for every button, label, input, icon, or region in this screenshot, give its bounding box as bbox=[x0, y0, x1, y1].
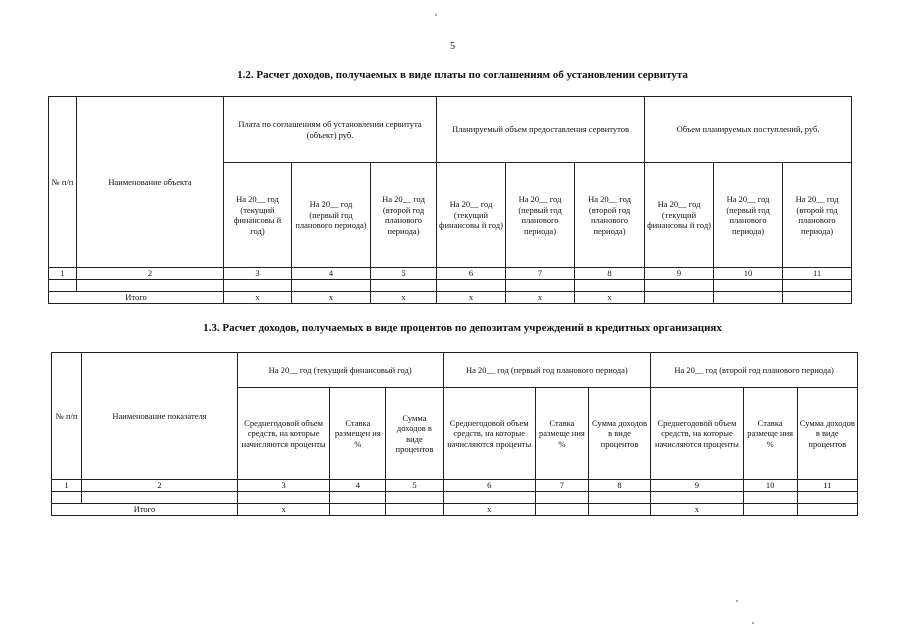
total-cell: x bbox=[651, 504, 743, 516]
column-number: 2 bbox=[77, 268, 224, 280]
scan-speck bbox=[435, 14, 437, 16]
header-group-payment: Плата по соглашениям об установлении сервитута (объект) руб. bbox=[224, 97, 437, 163]
header-group-first-plan-year: На 20__ год (первый год планового периода) bbox=[443, 353, 651, 388]
column-number: 1 bbox=[49, 268, 77, 280]
total-cell: x bbox=[575, 292, 645, 304]
total-cell bbox=[783, 292, 852, 304]
page-number: 5 bbox=[450, 41, 455, 52]
total-cell: x bbox=[371, 292, 437, 304]
header-sub: Среднегодовой объем средств, на которые начисляются проценты bbox=[651, 388, 743, 480]
column-number: 7 bbox=[535, 480, 588, 492]
column-number: 10 bbox=[714, 268, 783, 280]
header-group-current-year: На 20__ год (текущий финансовый год) bbox=[237, 353, 443, 388]
total-row bbox=[49, 292, 852, 304]
section-title-1-3: 1.3. Расчет доходов, получаемых в виде процентов по депозитам учреждений в кредитных организациях bbox=[203, 322, 722, 334]
header-sub: Ставка размещен ия % bbox=[330, 388, 386, 480]
header-sub: Ставка размеще ния % bbox=[743, 388, 797, 480]
column-number: 8 bbox=[575, 268, 645, 280]
header-group-second-plan-year: На 20__ год (второй год планового периода) bbox=[651, 353, 858, 388]
column-number: 9 bbox=[645, 268, 714, 280]
header-group-volume: Планируемый объем предоставления сервитутов bbox=[437, 97, 645, 163]
total-cell: x bbox=[224, 292, 292, 304]
total-cell: x bbox=[292, 292, 371, 304]
section-title-1-2: 1.2. Расчет доходов, получаемых в виде платы по соглашениям об установлении сервитута bbox=[237, 69, 688, 81]
header-sub: На 20__ год (второй год планового периода) bbox=[575, 163, 645, 268]
header-sub: На 20__ год (второй год планового периода) bbox=[783, 163, 852, 268]
total-cell bbox=[645, 292, 714, 304]
column-number-row bbox=[49, 268, 852, 280]
column-number: 3 bbox=[237, 480, 329, 492]
column-number: 10 bbox=[743, 480, 797, 492]
total-cell: x bbox=[437, 292, 506, 304]
column-number: 6 bbox=[437, 268, 506, 280]
header-sub: На 20__ год (текущий финансовы й год) bbox=[437, 163, 506, 268]
column-number: 8 bbox=[588, 480, 650, 492]
total-cell: x bbox=[237, 504, 329, 516]
header-sub: Ставка размеще ния % bbox=[535, 388, 588, 480]
total-cell bbox=[588, 504, 650, 516]
column-number-row bbox=[52, 480, 858, 492]
header-sub: На 20__ год (первый год планового периода) bbox=[506, 163, 575, 268]
total-row bbox=[52, 504, 858, 516]
total-cell bbox=[330, 504, 386, 516]
total-cell bbox=[714, 292, 783, 304]
header-sub: Сумма доходов в виде процентов bbox=[386, 388, 443, 480]
column-number: 4 bbox=[292, 268, 371, 280]
column-number: 5 bbox=[386, 480, 443, 492]
header-group-revenue: Объем планируемых поступлений, руб. bbox=[645, 97, 852, 163]
total-label: Итого bbox=[49, 292, 224, 304]
total-cell bbox=[386, 504, 443, 516]
scan-speck bbox=[752, 622, 754, 624]
column-number: 3 bbox=[224, 268, 292, 280]
header-num: № п/п bbox=[49, 97, 77, 268]
column-number: 4 bbox=[330, 480, 386, 492]
total-label: Итого bbox=[52, 504, 238, 516]
header-sub: На 20__ год (текущий финансовы й год) bbox=[224, 163, 292, 268]
column-number: 1 bbox=[52, 480, 82, 492]
header-sub: Сумма доходов в виде процентов bbox=[797, 388, 857, 480]
deposit-interest-table bbox=[51, 352, 858, 516]
header-sub: На 20__ год (первый год планового периода) bbox=[292, 163, 371, 268]
header-indicator-name: Наименование показателя bbox=[82, 353, 238, 480]
header-sub: Среднегодовой объем средств, на которые начисляются проценты bbox=[443, 388, 535, 480]
table-row bbox=[52, 492, 858, 504]
column-number: 5 bbox=[371, 268, 437, 280]
header-sub: На 20__ год (первый год планового периода) bbox=[714, 163, 783, 268]
total-cell: x bbox=[506, 292, 575, 304]
column-number: 7 bbox=[506, 268, 575, 280]
total-cell: x bbox=[443, 504, 535, 516]
table-row bbox=[49, 280, 852, 292]
scan-speck bbox=[736, 600, 738, 602]
header-object-name: Наименование объекта bbox=[77, 97, 224, 268]
header-sub: Сумма доходов в виде процентов bbox=[588, 388, 650, 480]
column-number: 11 bbox=[783, 268, 852, 280]
column-number: 9 bbox=[651, 480, 743, 492]
header-sub: На 20__ год (второй год планового периода) bbox=[371, 163, 437, 268]
column-number: 6 bbox=[443, 480, 535, 492]
header-sub: На 20__ год (текущий финансовы й год) bbox=[645, 163, 714, 268]
header-sub: Среднегодовой объем средств, на которые начисляются проценты bbox=[237, 388, 329, 480]
column-number: 11 bbox=[797, 480, 857, 492]
column-number: 2 bbox=[82, 480, 238, 492]
servitude-income-table bbox=[48, 96, 852, 304]
total-cell bbox=[797, 504, 857, 516]
total-cell bbox=[743, 504, 797, 516]
total-cell bbox=[535, 504, 588, 516]
header-num: № п/п bbox=[52, 353, 82, 480]
